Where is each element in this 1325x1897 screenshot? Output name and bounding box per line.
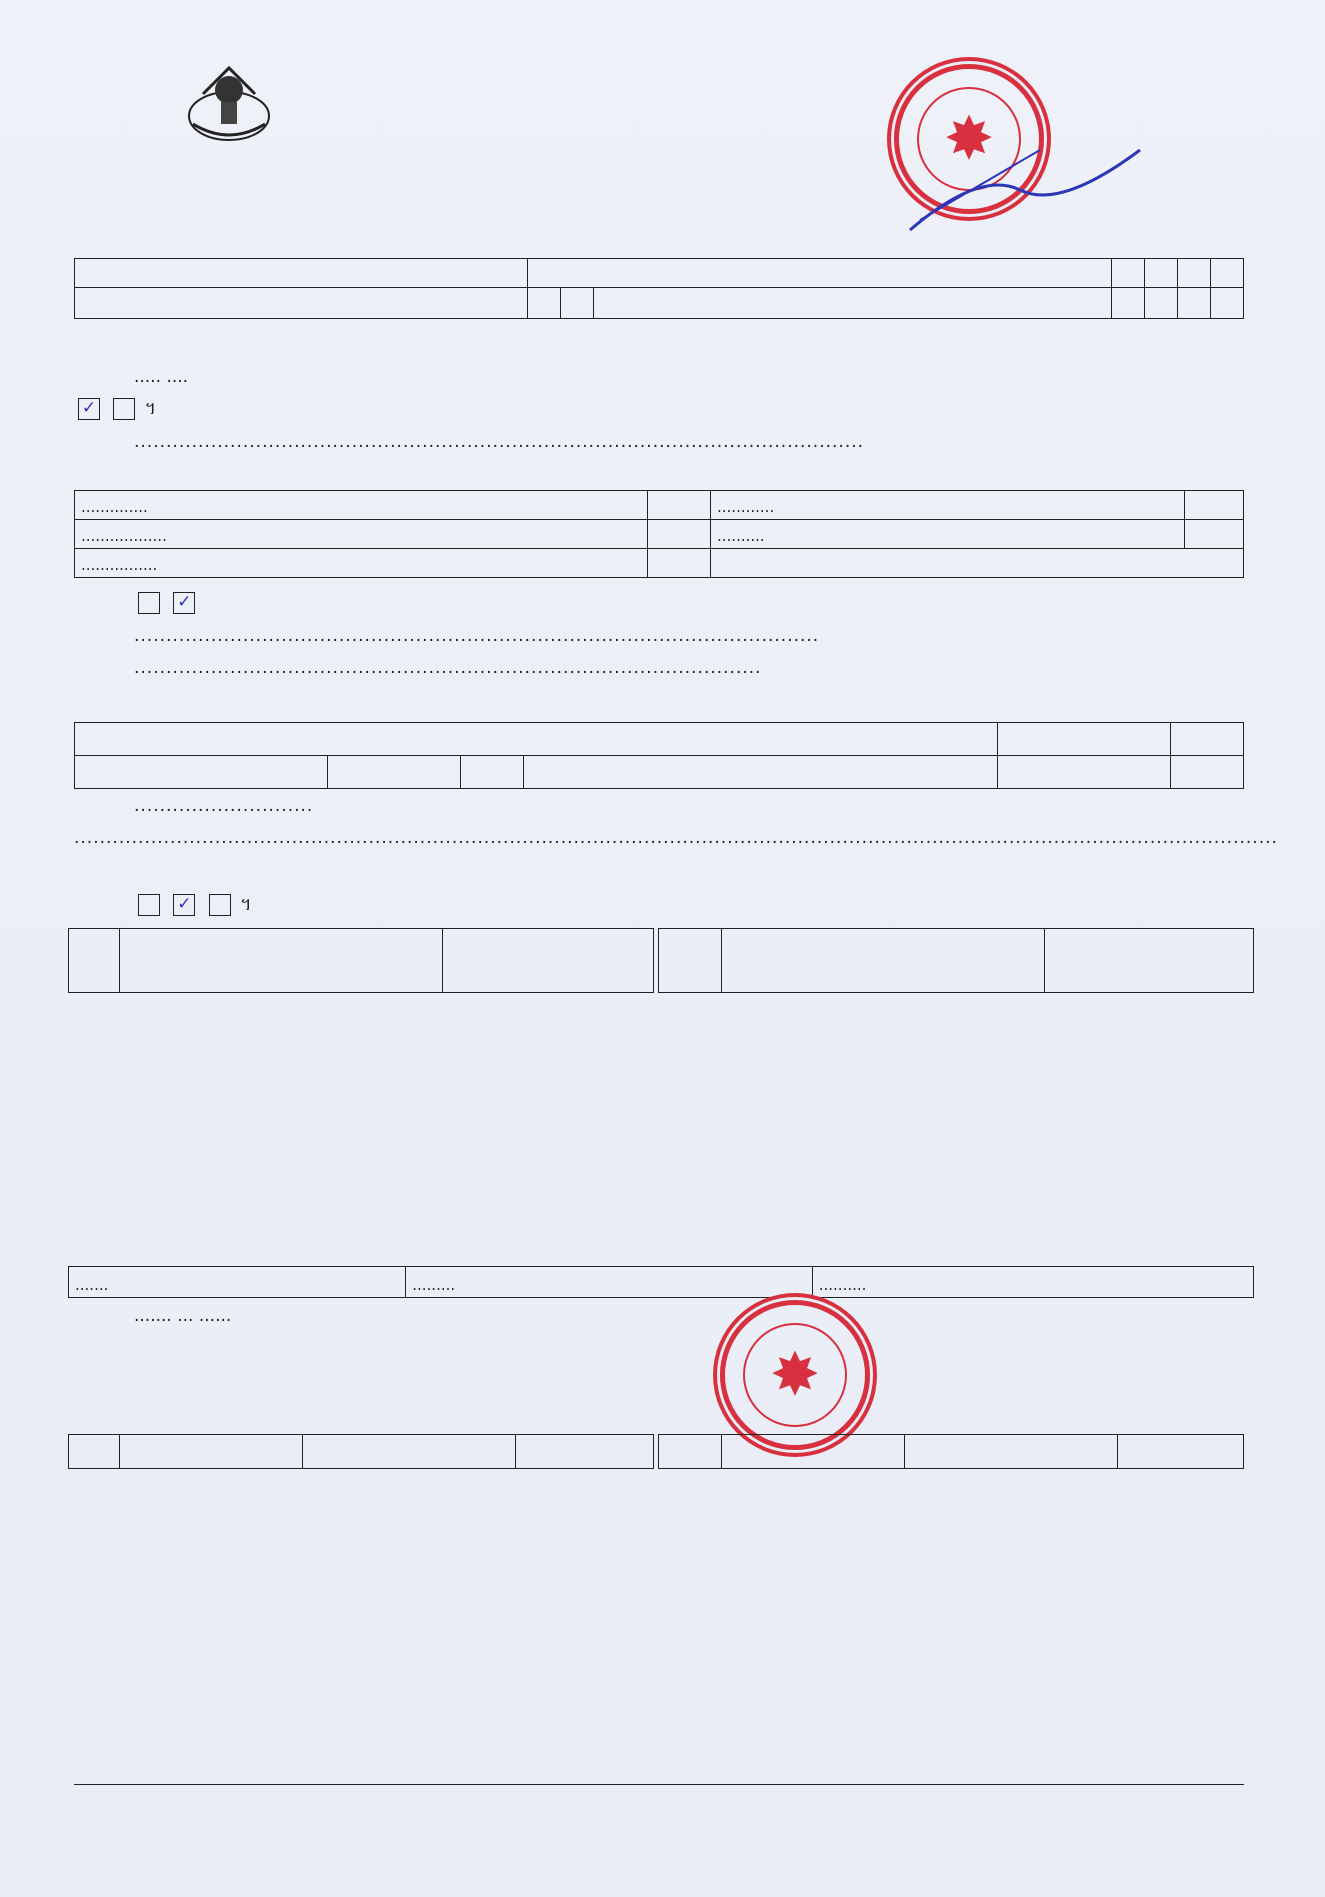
- witness-col-sign: [516, 1435, 654, 1469]
- col-no-header: [69, 929, 120, 993]
- commune-code-digit[interactable]: [1211, 288, 1244, 319]
- station-code-digit[interactable]: [1145, 259, 1178, 288]
- commune-code-digit[interactable]: [1178, 288, 1211, 319]
- station-code-digit[interactable]: [1211, 259, 1244, 288]
- province-code-digit[interactable]: [528, 288, 561, 319]
- station-code-digit[interactable]: [1112, 259, 1145, 288]
- appeal-unit: [1171, 756, 1244, 789]
- witness-col-name: [120, 1435, 303, 1469]
- results-table-left: [68, 928, 654, 993]
- commune-code-digit[interactable]: [1145, 288, 1178, 319]
- witness-col-party: [905, 1435, 1118, 1469]
- footer-divider: [74, 1784, 1244, 1785]
- seal-line: ✓ ។: [74, 398, 156, 423]
- col-votes-header: [443, 929, 654, 993]
- counts-table: [74, 490, 1244, 578]
- total-invalid-cell: .........: [406, 1267, 813, 1298]
- no-difference-checkbox[interactable]: ✓: [173, 592, 195, 614]
- col-no-header: [659, 929, 722, 993]
- station-table: [74, 258, 1244, 319]
- commune-code-digit: [1112, 288, 1145, 319]
- witness-col-party: [303, 1435, 516, 1469]
- witness-col-name: [722, 1435, 905, 1469]
- complaints-table: [74, 722, 1244, 789]
- verification-paragraph: ..... ....: [134, 367, 189, 387]
- secretary-line: [926, 1370, 936, 1400]
- signature-scribble-top: [900, 130, 1160, 240]
- count-c-unit: [648, 549, 711, 578]
- count-row-d: ............: [711, 491, 1185, 520]
- resolved-label: [75, 756, 328, 789]
- witness-table-left: [68, 1434, 654, 1469]
- count-a-unit: [648, 491, 711, 520]
- witness-col-no: [659, 1435, 722, 1469]
- same-checkbox[interactable]: ✓: [78, 398, 100, 420]
- province-code-digit[interactable]: [561, 288, 594, 319]
- province-label: [75, 288, 528, 319]
- total-box-cell: ..........: [812, 1267, 1253, 1298]
- irregularity-note: ............................: [134, 796, 314, 816]
- station-name-value[interactable]: [528, 259, 1112, 288]
- totals-table: [68, 1266, 1254, 1298]
- witness-table-right: [658, 1434, 1244, 1469]
- count-row-e: ..........: [711, 520, 1185, 549]
- two-sheet-checkbox[interactable]: ✓: [173, 894, 195, 916]
- commission-emblem-icon: [183, 64, 275, 146]
- difference-note-line: ..................................................................................................................: [134, 432, 865, 452]
- resolved-value[interactable]: [328, 756, 461, 789]
- official-stamp-bottom: ✸: [720, 1300, 870, 1450]
- bullet-objects: ..................................................................................................: [134, 658, 762, 678]
- different-checkbox[interactable]: [113, 398, 135, 420]
- count-row-c: ................: [75, 549, 648, 578]
- count-d-unit: [1185, 491, 1244, 520]
- witness-col-sign: [1118, 1435, 1244, 1469]
- official-stamp-top: ✸: [894, 64, 1044, 214]
- three-sheet-checkbox[interactable]: [209, 894, 231, 916]
- count-row-a: ..............: [75, 491, 648, 520]
- results-table-right: [658, 928, 1254, 993]
- col-party-header: [120, 929, 443, 993]
- irregularity-note-line2: ............................................................................................................................................................................................: [74, 828, 1278, 848]
- complaints-row1-label: [75, 723, 998, 756]
- has-difference-checkbox[interactable]: [138, 592, 160, 614]
- count-b-unit: [648, 520, 711, 549]
- one-sheet-checkbox[interactable]: [138, 894, 160, 916]
- witness-col-no: [69, 1435, 120, 1469]
- col-votes-header: [1045, 929, 1254, 993]
- appeal-label: [524, 756, 998, 789]
- count-e-unit: [1185, 520, 1244, 549]
- count-formula: [711, 549, 1244, 578]
- resolved-unit: [461, 756, 524, 789]
- complaints-row1-unit: [1171, 723, 1244, 756]
- date-line: ....... ... ......: [134, 1306, 232, 1326]
- total-valid-cell: .......: [69, 1267, 406, 1298]
- appeal-value[interactable]: [998, 756, 1171, 789]
- complaints-row1-value[interactable]: [998, 723, 1171, 756]
- count-row-b: ..................: [75, 520, 648, 549]
- col-party-header: [722, 929, 1045, 993]
- bullet-difference: ...........................................................................................................: [134, 626, 820, 646]
- sheet-count-line: ✓ ។: [134, 894, 251, 919]
- commune-cell: [594, 288, 1112, 319]
- station-name-label: [75, 259, 528, 288]
- difference-line: [134, 592, 199, 614]
- station-code-digit[interactable]: [1178, 259, 1211, 288]
